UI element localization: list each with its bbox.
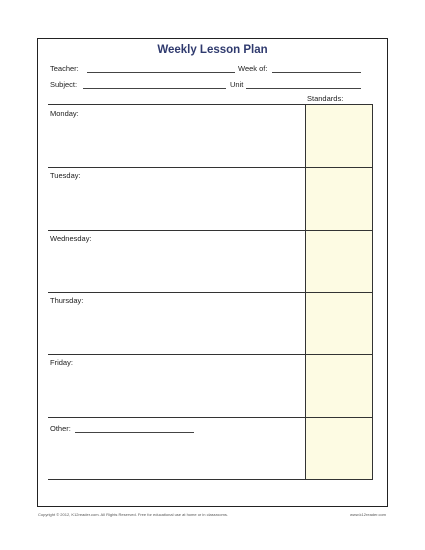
thursday-area[interactable] xyxy=(48,294,305,353)
copyright-text: Copyright © 2012, K12reader.com. All Rights Reserved. Free for educational use at home or in classrooms. xyxy=(38,512,228,517)
week-of-label: Week of: xyxy=(238,64,268,73)
day-label-friday: Friday: xyxy=(50,358,73,367)
day-label-thursday: Thursday: xyxy=(50,296,84,305)
day-divider xyxy=(48,167,373,168)
day-divider xyxy=(48,354,373,355)
bottom-rule xyxy=(48,479,373,480)
header-rule xyxy=(48,104,373,105)
day-label-monday: Monday: xyxy=(50,109,79,118)
tuesday-area[interactable] xyxy=(48,169,305,229)
wednesday-area[interactable] xyxy=(48,232,305,291)
day-divider xyxy=(48,230,373,231)
day-label-tuesday: Tuesday: xyxy=(50,171,81,180)
standards-label: Standards: xyxy=(307,94,344,103)
subject-label: Subject: xyxy=(50,80,78,89)
day-divider xyxy=(48,417,373,418)
day-label-wednesday: Wednesday: xyxy=(50,234,92,243)
other-area[interactable] xyxy=(48,436,305,478)
unit-field[interactable] xyxy=(246,88,361,89)
site-link[interactable]: www.k12reader.com xyxy=(350,512,387,517)
monday-area[interactable] xyxy=(48,106,305,166)
unit-label: Unit xyxy=(230,80,244,89)
teacher-label: Teacher: xyxy=(50,64,79,73)
friday-area[interactable] xyxy=(48,356,305,416)
day-label-other: Other: xyxy=(50,424,71,433)
other-field[interactable] xyxy=(75,432,194,433)
day-divider xyxy=(48,292,373,293)
subject-field[interactable] xyxy=(83,88,226,89)
teacher-field[interactable] xyxy=(87,72,235,73)
worksheet-title: Weekly Lesson Plan xyxy=(157,44,268,56)
week-of-field[interactable] xyxy=(272,72,361,73)
